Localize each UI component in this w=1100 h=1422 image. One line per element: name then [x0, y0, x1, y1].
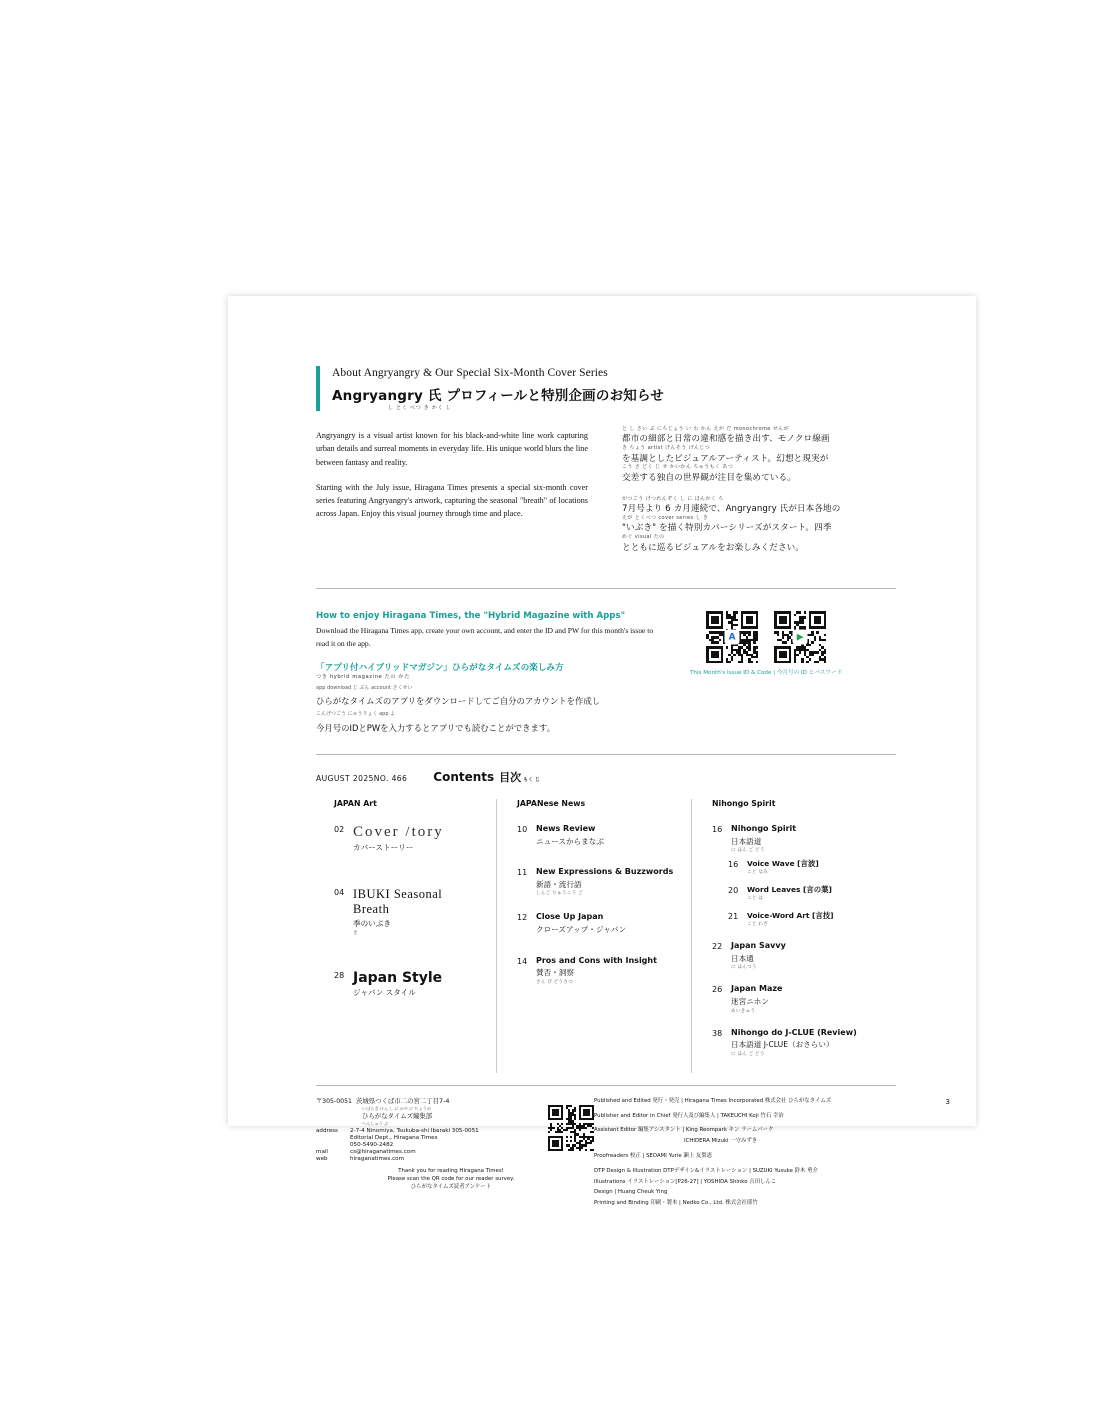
toc-entry-title-ja: 迷宮ニホン: [731, 997, 769, 1007]
credit-line: DTP Design & Illustration DTPデザイン&イラストレーション | SUZUKI Yusuke 鈴木 勇介: [594, 1167, 818, 1174]
web-row[interactable]: [316, 1156, 576, 1162]
toc-entry-ruby: に ほん ご どう: [731, 1050, 765, 1056]
toc-entry-title: Word Leaves [言の葉]: [747, 885, 832, 895]
toc-entry-ruby: に ほん ご どう: [731, 847, 765, 853]
contents-title-english: Contents: [433, 770, 495, 784]
credit-line: Design | Huang Cheuk Ying: [594, 1189, 668, 1196]
row-label: address: [316, 1128, 338, 1135]
qr-caption: This Month's Issue ID & Code | 今月号の ID とパスワード: [690, 670, 843, 677]
postal-code: 〒305-0051: [316, 1097, 352, 1105]
toc-entry-title-ja: 日本語道 J-CLUE（おさらい）: [731, 1040, 834, 1050]
article-header: [316, 366, 896, 411]
survey-line-2: Please scan the QR code for our reader survey.: [387, 1176, 515, 1183]
toc-page-number: 28: [334, 970, 345, 980]
toc-entry-title-ja: カバーストーリー: [353, 843, 414, 852]
ja-line: 交差する独自の世界観が注目を集めている。: [622, 472, 796, 483]
intro-english-column: [316, 429, 588, 569]
toc-category-label: Nihongo Spirit: [712, 799, 776, 808]
google-play-qr-code[interactable]: [774, 611, 826, 663]
mail-row[interactable]: [316, 1149, 576, 1155]
credit-line: Printing and Binding 印刷・製本 | Nedko Co., Ltd. 株式会社耶竹: [594, 1200, 758, 1207]
toc-entry-ruby: めいきゅう: [731, 1007, 756, 1013]
issue-number: NO. 466: [373, 774, 408, 783]
row-label: web: [316, 1156, 328, 1163]
ja-line: 今月号のIDとPWを入力するとアプリでも読むことができます。: [316, 722, 555, 733]
toc-entry-title: Close Up Japan: [536, 912, 604, 922]
survey-note: [356, 1167, 546, 1191]
ja-line: 都市の細部と日常の違和感を描き出す、モノクロ線画: [622, 434, 830, 445]
contents-title: [433, 769, 540, 785]
toc-column-japanese-news: [497, 799, 692, 1073]
credit-line: Assistant Editor 編集アシスタント | King Reompark キン ラームパーク: [594, 1127, 774, 1134]
app-body-japanese: [316, 684, 666, 736]
ruby-line: えが とくべつ cover series し き: [622, 514, 709, 521]
credit-line: Proofreaders 校正 | SEOAMI Yurie 瀬上 友梨恵: [594, 1152, 713, 1159]
app-heading-english: How to enjoy Hiragana Times, the "Hybrid Magazine with Apps": [316, 611, 626, 622]
ruby-line: と し さい ぶ にちじょう い わ かん えが だ monochrome せんが: [622, 425, 789, 432]
toc-entry-ruby: こと は: [747, 895, 764, 901]
accent-bar: [316, 366, 320, 411]
credit-line: Illustrations イラストレーション[P26-27] | YOSHIDA Shinko 吉田しんこ: [594, 1178, 777, 1185]
toc-page-number: 14: [517, 956, 528, 966]
survey-line-1: Thank you for reading Hiragana Times!: [398, 1168, 504, 1175]
toc-entry-ruby: さん ぴ どうさつ: [536, 978, 574, 984]
row-value: hiraganatimes.com: [350, 1156, 405, 1163]
credit-line: Publisher and Editor in Chief 発行人及び編集人 | TAKEUCHI Koji 竹石 幸治: [594, 1112, 784, 1119]
credit-line: ICHIDERA Mizuki 一守みずき: [684, 1138, 758, 1145]
toc-entry-title: News Review: [536, 824, 596, 833]
apple-app-store-icon: A: [725, 630, 740, 645]
contents-header: [316, 769, 896, 785]
toc-page-number: 20: [728, 886, 739, 896]
address-row: [316, 1142, 576, 1148]
toc-entry-title-ja: 賛否・洞察: [536, 968, 574, 978]
address-row: [316, 1135, 576, 1141]
list-item[interactable]: [728, 885, 882, 901]
header-english-title: About Angryangry & Our Special Six-Month Cover Series: [332, 367, 608, 379]
list-item[interactable]: [712, 1028, 882, 1057]
toc-entry-title-ja: ニュースからまなぶ: [536, 836, 604, 846]
toc-page-number: 26: [712, 985, 723, 995]
survey-qr-code[interactable]: [548, 1105, 594, 1151]
list-item[interactable]: [334, 970, 482, 998]
row-value: cs@hiraganatimes.com: [350, 1149, 416, 1156]
toc-entry-ruby: こと なみ: [747, 869, 769, 875]
list-item[interactable]: [712, 984, 882, 1013]
toc-entry-title: Japan Savvy: [731, 941, 786, 951]
company-japanese-ruby: へんしゅう ぶ: [362, 1121, 389, 1127]
colophon-address-block: [316, 1096, 576, 1209]
toc-entry-title-ja: ジャパン スタイル: [353, 987, 416, 997]
header-japanese-title: Angryangry 氏 プロフィールと特別企画のお知らせ: [332, 387, 664, 404]
app-heading-japanese: 「アプリ付ハイブリッドマガジン」ひらがなタイムズの楽しみ方: [316, 662, 564, 673]
ja-line: とともに巡るビジュアルをお楽しみください。: [622, 542, 805, 553]
toc-page-number: 02: [334, 825, 345, 834]
list-item[interactable]: [517, 956, 677, 985]
page-number: 3: [945, 1098, 950, 1106]
address-japanese-ruby: いばらき けん し に みや に ちょうめ: [362, 1105, 432, 1111]
list-item[interactable]: [517, 824, 677, 847]
toc-entry-title: New Expressions & Buzzwords: [536, 867, 674, 877]
toc-column-nihongo-spirit: [692, 799, 896, 1073]
toc-page-number: 16: [712, 825, 723, 834]
divider: [316, 754, 896, 755]
app-body-english: Download the Hiragana Times app, create your own account, and enter the ID and PW for this month's issue to read it on the app.: [316, 626, 654, 648]
ja-line: を基調としたビジュアルアーティスト。幻想と現実が: [622, 453, 829, 464]
list-item[interactable]: [712, 941, 882, 970]
contents-title-ruby: もく じ: [523, 777, 540, 783]
colophon: [316, 1096, 896, 1209]
intro-japanese-column: [622, 425, 894, 569]
toc-entry-title: Voice-Word Art [言技]: [747, 911, 834, 921]
header-japanese-ruby: し とく べつ き かく し: [388, 404, 452, 411]
intro-en-paragraph-2: Starting with the July issue, Hiragana Times presents a special six-month cover series featuring Angryangry's artwork, capturing the seasonal "breath" of locations across Japan. Enjoy this visual journey through time and place.: [316, 482, 588, 519]
ja-line: 7月号より 6 カ月連続で、Angryangry 氏が日本各地の: [622, 504, 841, 515]
list-item[interactable]: [517, 912, 677, 935]
intro-en-paragraph-1: Angryangry is a visual artist known for his black-and-white line work capturing urban details and surreal moments in everyday life. His unique world blurs the line between fantasy and reality.: [316, 430, 588, 467]
ja-line: "いぶき" を描く特別カバーシリーズがスタート。四季: [622, 523, 832, 534]
ruby-line: こんげつごう にゅうりょく app よ: [316, 710, 396, 717]
row-label: mail: [316, 1149, 328, 1156]
toc-category-label: JAPAN Art: [334, 799, 377, 808]
toc-entry-title: Cover /tory: [353, 824, 444, 840]
ruby-line: app download じ ぶん account さくせい: [316, 684, 413, 691]
toc-entry-title: Pros and Cons with Insight: [536, 955, 657, 965]
list-item[interactable]: [728, 911, 882, 927]
credit-line: Published and Edited 発行・発売 | Hiragana Times Incorporated 株式会社 ひらがなタイムズ: [594, 1097, 832, 1104]
issue-date: AUGUST 2025: [316, 774, 374, 783]
survey-qr-wrapper[interactable]: [548, 1105, 594, 1151]
list-item[interactable]: [334, 887, 482, 935]
google-play-icon: ▶: [793, 630, 808, 645]
row-value: 050-5490-2482: [350, 1142, 394, 1149]
row-label: [316, 1135, 350, 1141]
toc-entry-title: Voice Wave [言波]: [747, 859, 819, 869]
app-store-qr-code[interactable]: [706, 611, 758, 663]
list-item[interactable]: [712, 824, 882, 853]
toc-entry-title: Nihongo do J-CLUE (Review): [731, 1027, 857, 1037]
toc-page-number: 38: [712, 1028, 723, 1038]
app-heading-japanese-ruby: つき hybrid magazine たの かた: [316, 673, 410, 680]
magazine-page: [228, 296, 976, 1207]
ruby-line: がつごう げつれんぞく し に ほんかく ち: [622, 495, 724, 502]
list-item[interactable]: [334, 824, 482, 853]
divider: [316, 588, 896, 589]
toc-page-number: 12: [517, 913, 528, 923]
ruby-line: き ちょう artist げんそう げんじつ: [622, 445, 711, 452]
toc-page-number: 16: [728, 860, 739, 870]
toc-entry-title-ja: 季のいぶき: [353, 919, 391, 929]
toc-entry-ruby: しんご りゅうこう ご: [536, 890, 583, 896]
toc-entry-title-ja: 日本語道: [731, 836, 762, 846]
toc-page-number: 10: [517, 825, 528, 834]
survey-line-ja: ひらがなタイムズ読者アンケート: [410, 1184, 492, 1191]
list-item[interactable]: [517, 867, 677, 896]
table-of-contents: [316, 799, 896, 1073]
company-japanese: ひらがなタイムズ編集部: [362, 1111, 433, 1120]
address-row: [316, 1128, 576, 1134]
toc-entry-title: IBUKI Seasonal Breath: [353, 887, 443, 917]
toc-entry-ruby: こと わざ: [747, 921, 769, 927]
intro-columns: [316, 425, 896, 569]
intro-ja-paragraph-1: [622, 427, 894, 487]
toc-page-number: 04: [334, 888, 345, 898]
toc-entry-title: Japan Maze: [731, 984, 783, 994]
ruby-line: めぐ visual たの: [622, 534, 665, 541]
toc-category-label: JAPANese News: [517, 799, 586, 808]
list-item[interactable]: [728, 859, 882, 875]
toc-entry-title: Nihongo Spirit: [731, 824, 797, 833]
toc-page-number: 21: [728, 912, 739, 922]
toc-entry-title-ja: 日本通: [731, 953, 754, 963]
toc-column-japan-art: [316, 799, 497, 1073]
toc-entry-title: Japan Style: [353, 969, 443, 986]
row-value: Editorial Dept., Hiragana Times: [350, 1135, 438, 1142]
ja-line: ひらがなタイムズのアプリをダウンロードしてご自分のアカウントを作成し: [316, 696, 601, 707]
row-label: [316, 1142, 350, 1148]
toc-page-number: 22: [712, 942, 723, 952]
toc-entry-title-ja: クローズアップ・ジャパン: [536, 925, 627, 935]
toc-page-number: 11: [517, 868, 528, 878]
toc-entry-ruby: き: [353, 929, 358, 935]
divider: [316, 1085, 896, 1086]
colophon-credits: [576, 1096, 896, 1209]
app-section: [316, 611, 896, 736]
ruby-line: こう さ どく じ せ かいかん ちゅうもく あつ: [622, 464, 734, 471]
row-value: 2-7-4 Ninomiya, Tsukuba-shi Ibaraki 305-0051: [350, 1128, 479, 1135]
toc-entry-title-ja: 新語・流行語: [536, 879, 582, 889]
address-japanese: 茨城県つくば市二の宮二丁目7-4: [355, 1096, 450, 1105]
toc-entry-ruby: に ほんつう: [731, 964, 757, 970]
contents-title-japanese: 目次: [499, 771, 522, 784]
intro-ja-paragraph-2: [622, 497, 894, 557]
